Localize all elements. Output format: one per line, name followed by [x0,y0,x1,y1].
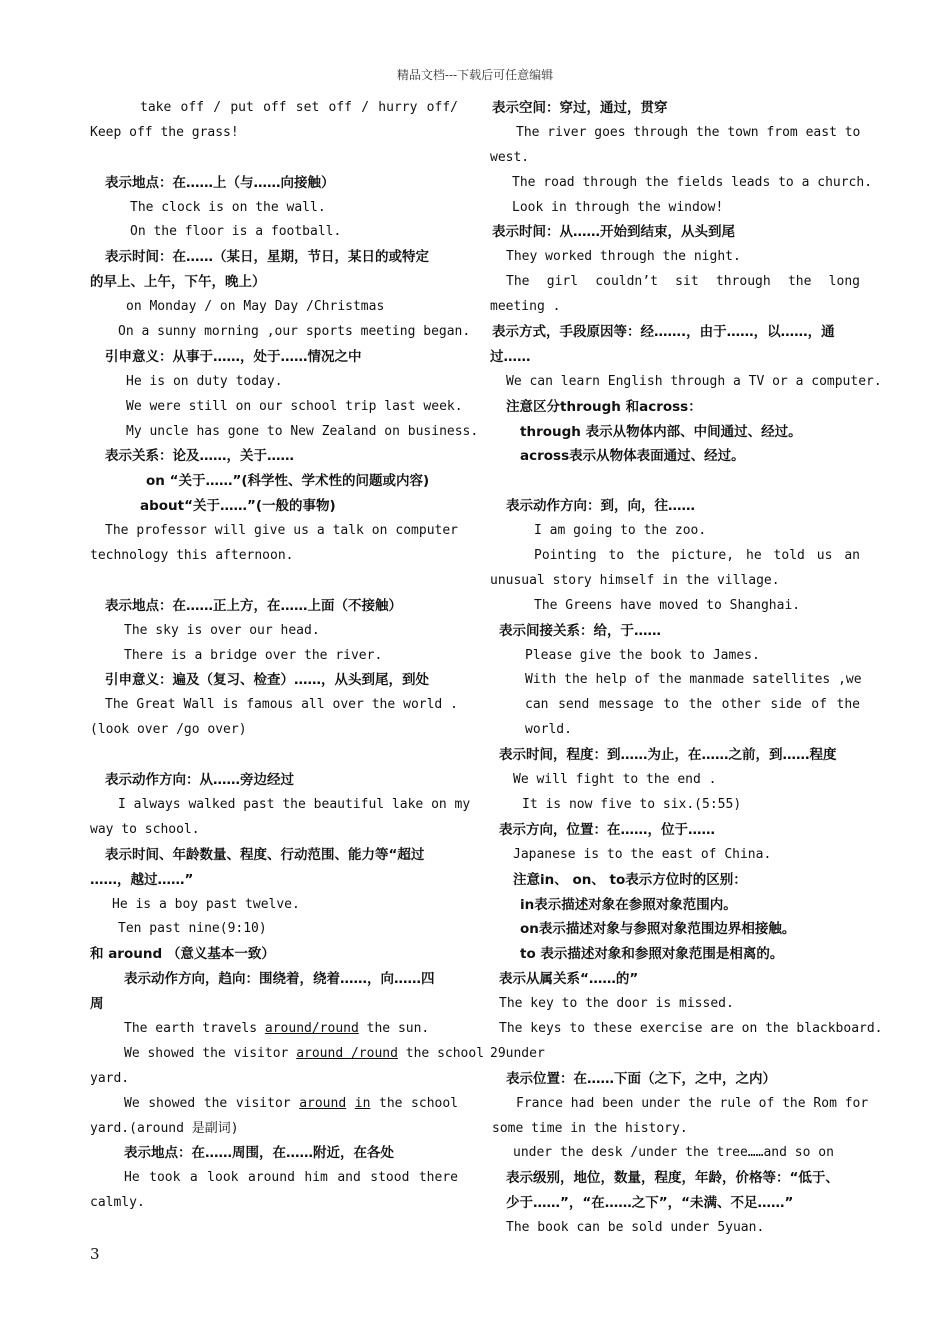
left-line: 引申意义：从事于……，处于……情况之中 [105,348,362,365]
right-line: France had been under the rule of the Rom for [516,1095,869,1111]
right-line: Look in through the window! [512,199,724,215]
right-line: We can learn English through a TV or a computer. [506,373,882,389]
left-line: We were still on our school trip last week. [126,398,463,414]
right-line: The road through the fields leads to a church. [512,174,873,190]
left-line: He is a boy past twelve. [112,896,300,912]
left-line: technology this afternoon. [90,548,294,564]
left-line: yard.(around 是副词) [90,1120,239,1136]
left-line: about“关于……”(一般的事物) [140,498,336,515]
right-line: The book can be sold under 5yuan. [506,1220,765,1236]
left-line: The professor will give us a talk on computer [105,523,458,539]
left-line: calmly. [90,1195,145,1211]
right-line: 表示动作方向：到，向，往…… [506,498,695,515]
right-line: With the help of the manmade satellites ,we [525,672,862,688]
left-line: I always walked past the beautiful lake on my [118,796,471,812]
left-line: Ten past nine(9:10) [118,921,267,937]
left-line: take off / put off set off / hurry off/ [140,100,458,115]
right-line: Pointing to the picture, he told us an [534,548,860,564]
left-line: 表示动作方向，趋向：围绕着，绕着……，向……四 [124,971,435,988]
right-line: 表示空间：穿过，通过，贯穿 [492,100,668,116]
right-line: 表示位置：在……下面（之下，之中，之内） [506,1070,776,1087]
left-line: There is a bridge over the river. [124,647,383,663]
right-line: through 表示从物体内部、中间通过、经过。 [520,423,802,440]
right-line: It is now five to six.(5:55) [522,796,742,812]
right-line: 表示方向，位置：在……，位于…… [499,821,715,838]
left-line: 和 around （意义基本一致） [90,946,275,963]
right-line: The Greens have moved to Shanghai. [534,597,801,613]
left-line: 表示地点：在……上（与……向接触） [105,174,335,191]
left-line: on “关于……”(科学性、学术性的问题或内容) [146,473,430,490]
right-line: They worked through the night. [506,249,741,265]
right-line: world. [525,722,572,738]
right-line [490,469,860,494]
left-line: yard. [90,1070,130,1086]
left-line: ……，越过……” [90,871,194,888]
left-line: The Great Wall is famous all over the world . [105,697,458,713]
right-line: in表示描述对象在参照对象范围内。 [520,896,737,913]
left-line: He is on duty today. [126,373,283,389]
right-line: Please give the book to James. [525,647,760,663]
right-line: on表示描述对象与参照对象范围边界相接触。 [520,921,796,938]
right-line: to 表示描述对象和参照对象范围是相离的。 [520,946,784,963]
left-line: 表示地点：在……正上方，在……上面（不接触） [105,597,402,614]
right-line: 表示时间，程度：到……为止，在……之前，到……程度 [499,747,837,764]
right-line: 过…… [490,348,531,365]
left-line: 表示时间、年龄数量、程度、行动范围、能力等“超过 [105,846,425,863]
right-line: unusual story himself in the village. [490,572,780,588]
underlined-word: around /round [296,1045,398,1061]
right-line: 表示从属关系“……的” [499,971,639,988]
right-column [490,96,883,1241]
right-line: 29under [490,1045,545,1061]
right-line: 表示间接关系：给，于…… [499,622,661,639]
left-line: My uncle has gone to New Zealand on business. [126,423,479,439]
page-number: 3 [90,1245,100,1263]
left-line: The sky is over our head. [124,622,320,638]
right-line: We will fight to the end . [513,772,717,788]
right-line: I am going to the zoo. [534,523,707,539]
right-line: The girl couldn’t sit through the long [506,274,860,290]
left-line: (look over /go over) [90,722,247,738]
left-line: We showed the visitor around /round the school [124,1045,485,1061]
underlined-word: in [354,1095,371,1111]
left-line: 表示动作方向：从……旁边经过 [105,772,294,789]
right-line: The river goes through the town from east to [516,124,861,140]
left-line: He took a look around him and stood there [124,1170,458,1186]
right-line: 注意区分through 和across： [506,398,702,415]
left-line [90,743,458,768]
left-line: way to school. [90,821,200,837]
left-line: 周 [90,996,104,1013]
left-line: 表示地点：在……周围，在……附近，在各处 [124,1145,394,1162]
left-line [90,569,458,594]
right-line: 表示方式，手段原因等：经…….，由于……，以……，通 [492,324,835,341]
left-line: On a sunny morning ,our sports meeting began. [118,324,471,340]
right-line: some time in the history. [492,1120,688,1136]
left-line: Keep off the grass! [90,124,239,140]
right-line: can send message to the other side of the [525,697,860,713]
right-line: 表示时间：从……开始到结束，从头到尾 [492,224,735,241]
left-line: 表示时间：在……（某日，星期，节日，某日的或特定 [105,249,429,266]
left-line [90,146,458,171]
left-line: We showed the visitor around in the school [124,1095,459,1111]
right-line: The key to the door is missed. [499,996,734,1012]
left-line: 引申意义：遍及（复习、检查）……，从头到尾，到处 [105,672,429,689]
right-line: under the desk /under the tree……and so on [513,1145,834,1161]
left-line: The earth travels around/round the sun. [124,1020,430,1036]
right-line: 注意in、 on、 to表示方位时的区别： [513,871,747,888]
underlined-word: around/round [264,1020,359,1036]
right-line: 表示级别，地位，数量，程度，年龄，价格等：“低于、 [506,1170,839,1187]
right-line: The keys to these exercise are on the blackboard. [499,1020,883,1036]
left-line: 的早上、上午，下午，晚上） [90,274,266,291]
underlined-word: around [299,1095,347,1111]
right-line: 少于……”，“在……之下”，“未满、不足……” [506,1195,794,1212]
right-line: meeting . [490,299,561,315]
right-line: Japanese is to the east of China. [513,846,772,862]
left-line: On the floor is a football. [130,224,342,240]
right-line: west. [490,149,530,165]
right-line: across表示从物体表面通过、经过。 [520,448,745,465]
page-header: 精品文档---下载后可任意编辑 [396,68,554,82]
left-line: 表示关系：论及……，关于…… [105,448,294,465]
left-line: on Monday / on May Day /Christmas [126,299,385,315]
left-column [90,96,485,1216]
left-line: The clock is on the wall. [130,199,326,215]
